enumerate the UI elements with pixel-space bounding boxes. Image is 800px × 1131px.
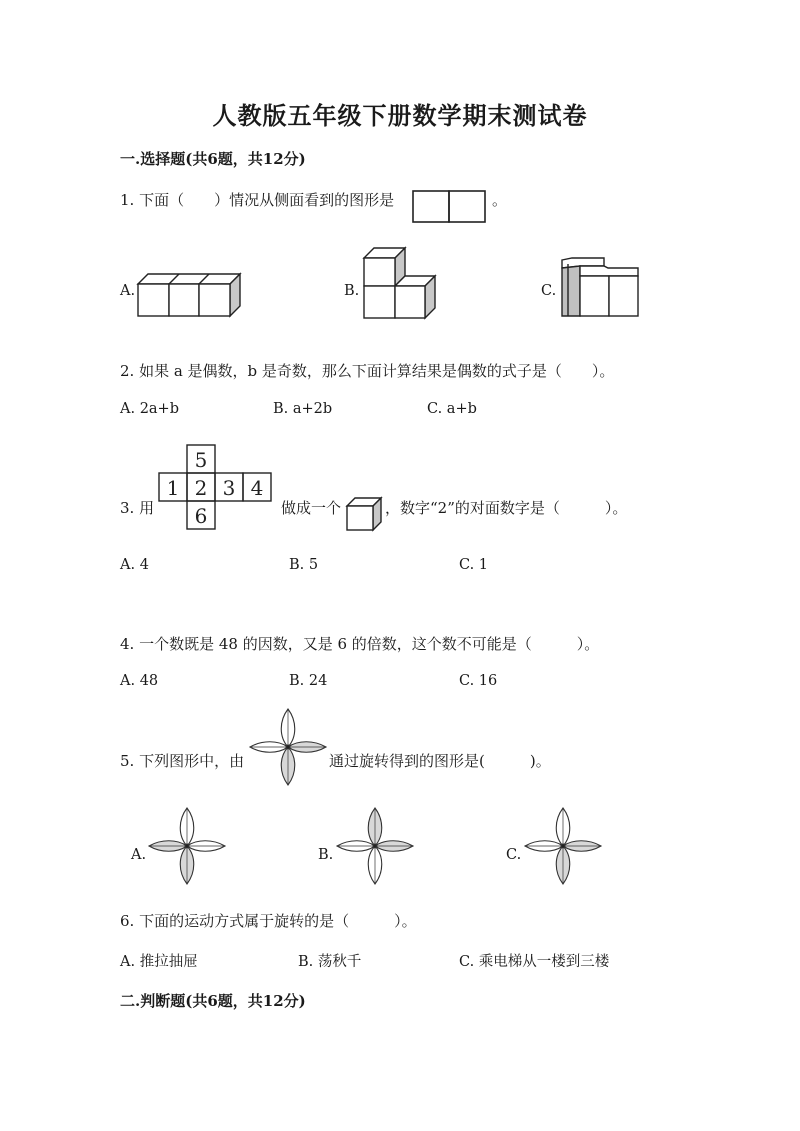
question-1-option-b[interactable]: B. <box>344 283 360 299</box>
question-6-text: 6. 下面的运动方式属于旋转的是（ ）。 <box>120 912 417 930</box>
three-cubes-row-figure <box>138 272 242 320</box>
stacked-cubes-figure <box>560 258 644 320</box>
question-5-option-a[interactable]: A. <box>131 847 147 863</box>
side-view-figure <box>412 190 492 224</box>
net-number-3: 3 <box>222 476 236 500</box>
question-2-option-b[interactable]: B. a+2b <box>273 401 333 417</box>
question-6-option-c[interactable]: C. 乘电梯从一楼到三楼 <box>459 954 610 970</box>
question-1-end: 。 <box>492 191 508 209</box>
net-number-1: 1 <box>166 476 180 500</box>
question-5-option-c[interactable]: C. <box>506 847 522 863</box>
cube-net-figure <box>157 443 277 535</box>
l-shaped-cubes-figure <box>364 248 440 320</box>
question-3-text-middle: 做成一个 <box>281 499 342 517</box>
question-1-text: 1. 下面（ ）情况从侧面看到的图形是 <box>120 191 395 209</box>
question-3-option-a[interactable]: A. 4 <box>120 557 149 573</box>
question-2-option-c[interactable]: C. a+b <box>427 401 477 417</box>
question-3-option-c[interactable]: C. 1 <box>459 557 489 573</box>
question-6-option-a[interactable]: A. 推拉抽屉 <box>120 954 198 970</box>
option-b-flower-figure <box>335 806 415 886</box>
net-number-6: 6 <box>194 504 208 528</box>
section-heading-judgement: 二.判断题(共6题，共12分) <box>120 992 306 1010</box>
question-3-option-b[interactable]: B. 5 <box>289 557 319 573</box>
net-number-4: 4 <box>250 476 264 500</box>
question-4-text: 4. 一个数既是 48 的因数，又是 6 的倍数，这个数不可能是（ ）。 <box>120 635 600 653</box>
question-1-option-a[interactable]: A. <box>120 283 136 299</box>
flower-figure <box>249 708 329 788</box>
page-title: 人教版五年级下册数学期末测试卷 <box>212 101 588 130</box>
question-4-option-a[interactable]: A. 48 <box>120 673 159 689</box>
question-6-option-b[interactable]: B. 荡秋千 <box>298 954 362 970</box>
option-c-flower-figure <box>523 806 603 886</box>
question-3-text-end: ，数字“2”的对面数字是（ ）。 <box>385 499 628 517</box>
cube-figure <box>346 496 384 532</box>
question-3-text-start: 3. 用 <box>120 499 155 517</box>
question-5-text-end: 通过旋转得到的图形是( )。 <box>329 752 551 770</box>
question-2-option-a[interactable]: A. 2a+b <box>120 401 179 417</box>
net-number-5: 5 <box>194 448 208 472</box>
question-5-text-start: 5. 下列图形中，由 <box>120 752 245 770</box>
question-4-option-c[interactable]: C. 16 <box>459 673 498 689</box>
net-number-2: 2 <box>194 476 208 500</box>
question-5-option-b[interactable]: B. <box>318 847 334 863</box>
question-1-option-c[interactable]: C. <box>541 283 557 299</box>
question-4-option-b[interactable]: B. 24 <box>289 673 328 689</box>
option-a-flower-figure <box>147 806 227 886</box>
section-heading-choice: 一.选择题(共6题，共12分) <box>120 150 306 168</box>
question-2-text: 2. 如果 a 是偶数，b 是奇数，那么下面计算结果是偶数的式子是（ ）。 <box>120 362 615 380</box>
